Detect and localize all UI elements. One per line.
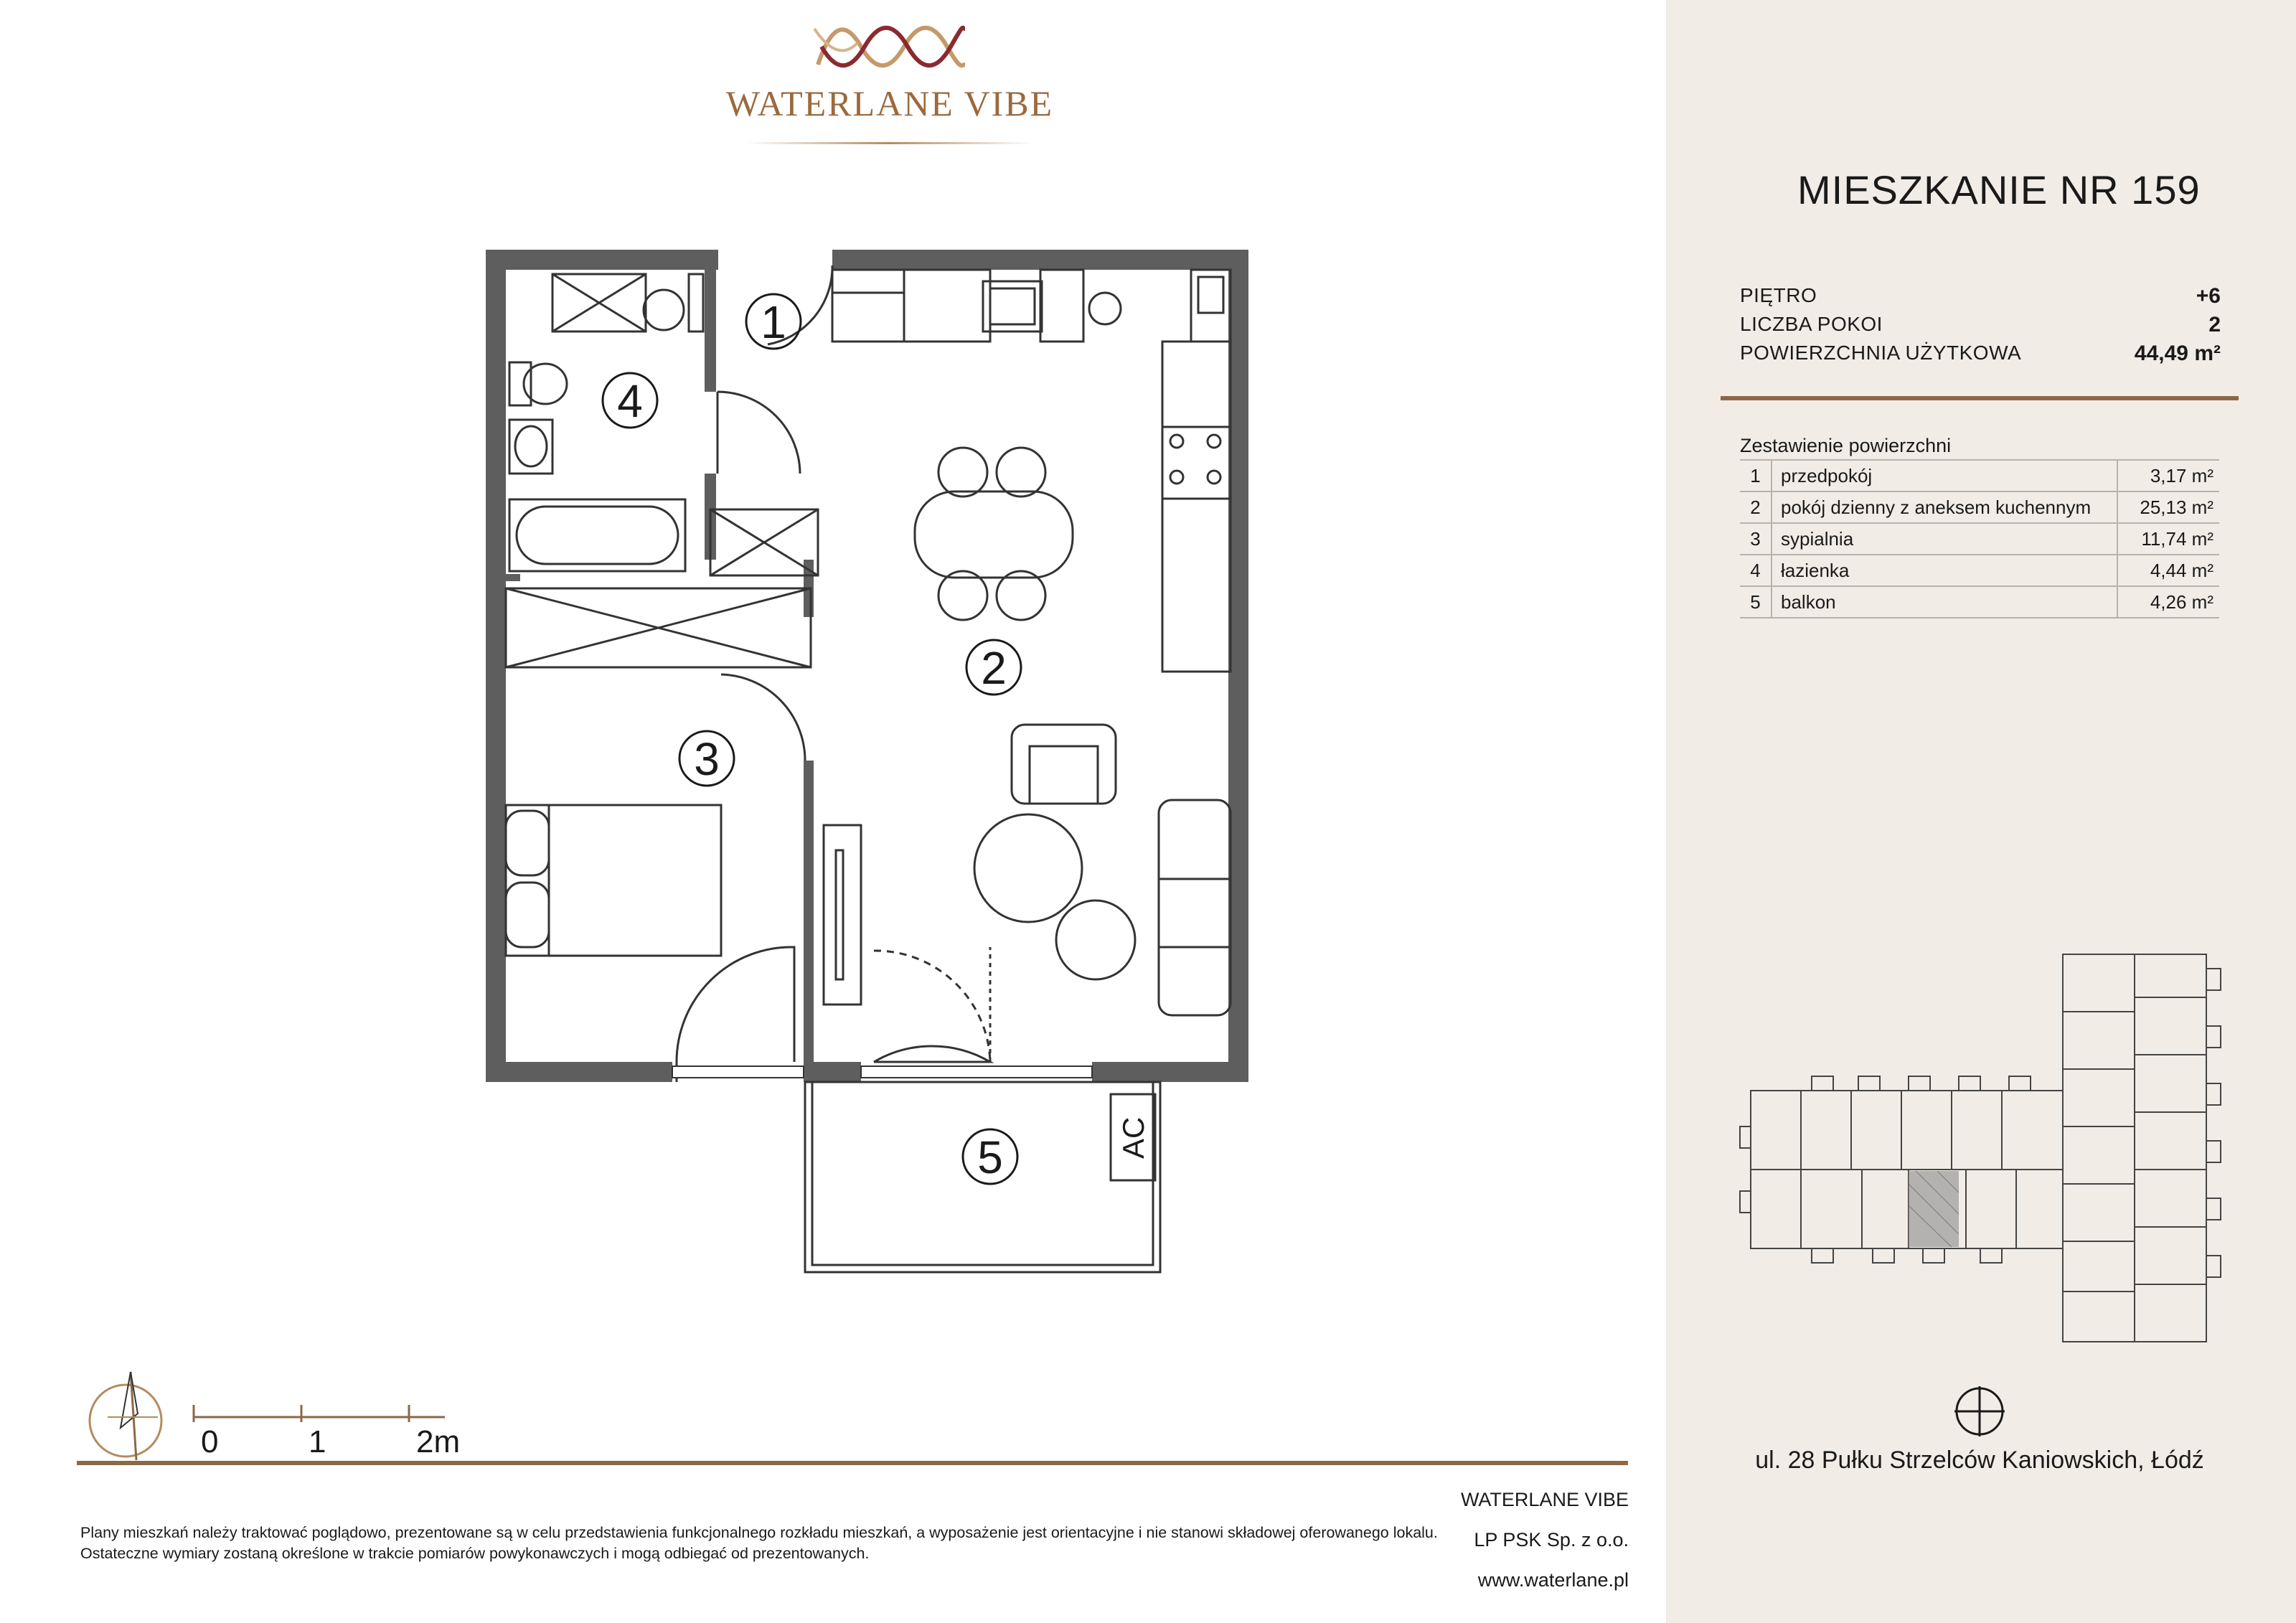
- floor-plan: [474, 244, 1263, 1292]
- floor-label: PIĘTRO: [1740, 284, 1817, 306]
- table-row: [1740, 555, 2219, 586]
- areas-title: Zestawienie powierzchni: [1740, 435, 1952, 456]
- walls: [486, 250, 1248, 1082]
- footer-rule: [77, 1461, 1628, 1465]
- apartment-title: MIESZKANIE NR 159: [1797, 167, 2201, 212]
- row-area: 3,17 m²: [2117, 460, 2219, 491]
- compass-icon: [1953, 1385, 2006, 1438]
- scale-label-1: 1: [309, 1424, 326, 1459]
- row-name: łazienka: [1772, 555, 2117, 586]
- row-name: pokój dzienny z aneksem kuchennym: [1772, 491, 2117, 523]
- rooms-row: [1740, 313, 2221, 340]
- website-link[interactable]: www.waterlane.pl: [1477, 1569, 1629, 1591]
- row-name: przedpokój: [1772, 460, 2117, 491]
- room-label-5: 5: [977, 1132, 1003, 1183]
- disclaimer-line: Ostateczne wymiary zostaną określone w trakcie pomiarów powykonawczych i mogą odbiegać od prezentowanych.: [80, 1545, 870, 1562]
- logo-wordmark: WATERLANE VIBE: [725, 83, 1054, 123]
- row-name: sypialnia: [1772, 523, 2117, 555]
- room-label-4: 4: [617, 375, 643, 427]
- row-number: 1: [1740, 460, 1772, 491]
- room-label-2: 2: [981, 642, 1007, 694]
- company-name: WATERLANE VIBE: [1460, 1489, 1629, 1510]
- row-area: 11,74 m²: [2117, 523, 2219, 555]
- rooms-value: 2: [2208, 313, 2221, 337]
- row-number: 2: [1740, 491, 1772, 523]
- row-area: 4,44 m²: [2117, 555, 2219, 586]
- row-number: 4: [1740, 555, 1772, 586]
- row-number: 5: [1740, 586, 1772, 618]
- areas-table: [1740, 459, 2219, 618]
- floor-value: +6: [2196, 284, 2221, 308]
- address: ul. 28 Pułku Strzelców Kaniowskich, Łódź: [1755, 1446, 2204, 1474]
- room-label-3: 3: [694, 733, 720, 785]
- room-label-1: 1: [761, 296, 786, 348]
- area-value: 44,49 m²: [2134, 342, 2221, 365]
- row-area: 25,13 m²: [2117, 491, 2219, 523]
- logo-waves-icon: [718, 14, 1062, 79]
- info-panel: [1666, 0, 2296, 1623]
- area-row: [1740, 342, 2221, 369]
- logo-underline: [746, 142, 1033, 144]
- table-row: [1740, 491, 2219, 523]
- row-area: 4,26 m²: [2117, 586, 2219, 618]
- area-label: POWIERZCHNIA UŻYTKOWA: [1740, 342, 2022, 364]
- company-info: [1406, 1489, 1629, 1609]
- disclaimer-line: Plany mieszkań należy traktować poglądowo, prezentowane są w celu przedstawienia funkcjonalnego rozkładu mieszkań, a wyposażenie jest orientacyjne i nie stanowi składowej oferowanego lokalu.: [80, 1524, 1438, 1541]
- table-row: [1740, 460, 2219, 491]
- disclaimer: [80, 1523, 1465, 1564]
- scale-ticks: [187, 1399, 502, 1428]
- brand-logo: [718, 14, 1062, 151]
- building-key-plan: [1736, 947, 2231, 1349]
- row-name: balkon: [1772, 586, 2117, 618]
- ac-label: AC: [1116, 1116, 1150, 1159]
- panel-rule: [1721, 396, 2239, 400]
- scale-bar: [86, 1370, 488, 1464]
- table-row: [1740, 523, 2219, 555]
- north-arrow-icon: [86, 1370, 165, 1464]
- windows: [672, 1066, 1092, 1078]
- floor-row: [1740, 284, 2221, 311]
- row-number: 3: [1740, 523, 1772, 555]
- scale-label-2m: 2m: [416, 1424, 461, 1459]
- company-legal: LP PSK Sp. z o.o.: [1474, 1529, 1629, 1551]
- scale-label-0: 0: [201, 1424, 219, 1459]
- rooms-label: LICZBA POKOI: [1740, 313, 1883, 335]
- table-row: [1740, 586, 2219, 618]
